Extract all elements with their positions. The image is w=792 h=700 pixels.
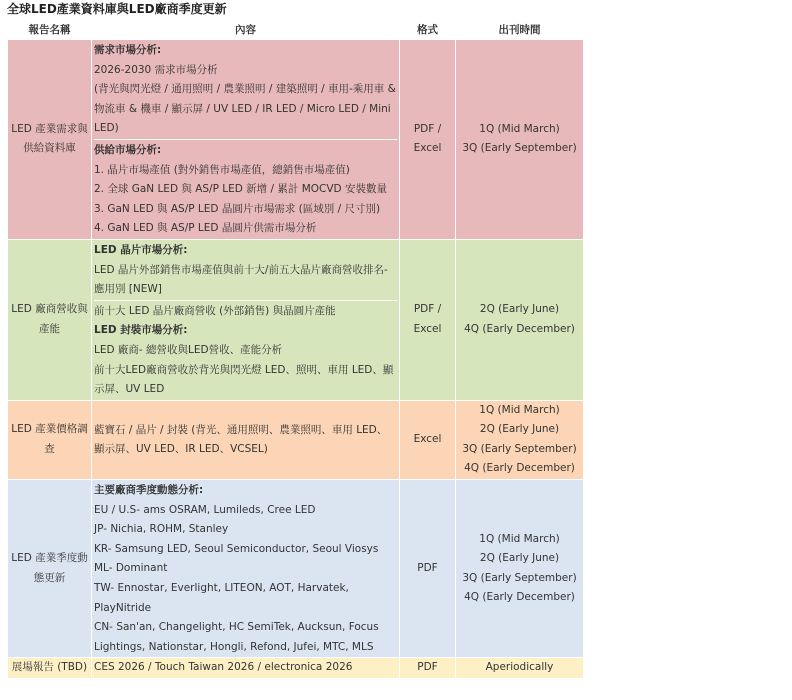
table-row [8, 658, 584, 679]
publish-time: 4Q (Early December) [464, 591, 575, 604]
report-publish-time [456, 658, 584, 679]
report-name: LED 廠商營收與產能 [8, 239, 92, 400]
report-publish-time [456, 480, 584, 658]
content-line: 4. GaN LED 與 AS/P LED 晶圓片供需市場分析 [94, 222, 317, 235]
content-line: LED 廠商- 總營收與LED營收、產能分析 [94, 343, 283, 356]
section-heading: 主要廠商季度動態分析: [94, 484, 204, 497]
publish-time: 3Q (Early September) [462, 571, 577, 584]
publish-time: 4Q (Early December) [464, 462, 575, 475]
page-title: 全球LED產業資料庫與LED廠商季度更新 [7, 2, 227, 16]
table-row [8, 40, 584, 240]
report-name: LED 產業需求與供給資料庫 [8, 40, 92, 240]
report-content [92, 400, 400, 479]
content-section [94, 240, 397, 300]
report-name: 展場報告 (TBD) [8, 658, 92, 679]
publish-time: 2Q (Early June) [479, 423, 560, 436]
report-content [92, 40, 400, 240]
content-section [94, 480, 397, 657]
report-format: PDF / Excel [400, 40, 456, 240]
report-publish-time [456, 400, 584, 479]
section-heading: LED 封裝市場分析: [94, 324, 188, 337]
content-section [94, 40, 397, 139]
publish-time: 1Q (Mid March) [479, 403, 560, 416]
content-line: (背光與閃光燈 / 通用照明 / 農業照明 / 建築照明 / 車用-乘用車 & 物流車 & 機車 / 顯示屏 / UV LED / IR LED / Micro LED / Mini LED) [94, 83, 396, 135]
content-line: 1. 晶片市場產值 (對外銷售市場產值，總銷售市場產值) [94, 163, 350, 176]
content-line: 3. GaN LED 與 AS/P LED 晶圓片市場需求 (區域別 / 尺寸別) [94, 202, 381, 215]
content-section [94, 420, 397, 460]
content-section [94, 300, 397, 400]
report-format: PDF [400, 658, 456, 679]
header-format: 格式 [400, 20, 456, 40]
report-format: PDF / Excel [400, 239, 456, 400]
publish-time: 2Q (Early June) [479, 303, 560, 316]
content-line: LED 晶片外部銷售市場產值與前十大/前五大晶片廠商營收排名-應用別 [NEW] [94, 263, 388, 296]
content-line: JP- Nichia, ROHM, Stanley [94, 523, 229, 536]
report-format: PDF [400, 480, 456, 658]
publish-time: 3Q (Early September) [462, 142, 577, 155]
content-line: 2026-2030 需求市場分析 [94, 63, 218, 76]
report-publish-time [456, 40, 584, 240]
header-publish-time: 出刊時間 [456, 20, 584, 40]
report-name: LED 產業價格調查 [8, 400, 92, 479]
content-line: CES 2026 / Touch Taiwan 2026 / electronica 2026 [94, 661, 353, 674]
publish-time: 1Q (Mid March) [479, 532, 560, 545]
report-table [7, 20, 584, 679]
report-content [92, 480, 400, 658]
content-line: 2. 全球 GaN LED 與 AS/P LED 新增 / 累計 MOCVD 安裝數量 [94, 183, 387, 196]
section-heading: 需求市場分析: [94, 44, 162, 56]
publish-time: Aperiodically [485, 661, 554, 674]
publish-time: 1Q (Mid March) [479, 122, 560, 135]
content-line: 藍寶石 / 晶片 / 封裝 (背光、通用照明、農業照明、車用 LED、顯示屏、UV LED、IR LED、VCSEL) [94, 423, 388, 456]
content-line: ML- Dominant [94, 562, 168, 575]
content-line: 前十大 LED 晶片廠商營收 (外部銷售) 與晶圓片產能 [94, 304, 336, 317]
content-line: KR- Samsung LED, Seoul Semiconductor, Seoul Viosys [94, 542, 379, 555]
header-content: 內容 [92, 20, 400, 40]
table-row [8, 480, 584, 658]
content-line: TW- Ennostar, Everlight, LITEON, AOT, Harvatek, PlayNitride [94, 582, 349, 614]
table-row [8, 239, 584, 400]
content-line: 前十大LED廠商營收於背光與閃光燈 LED、照明、車用 LED、顯示屏、UV LED [94, 363, 394, 396]
report-content [92, 658, 400, 679]
content-line: CN- San'an, Changelight, HC SemiTek, Aucksun, Focus Lightings, Nationstar, Hongli, Refond, Jufei, MTC, MLS [94, 621, 379, 653]
section-heading: LED 晶片市場分析: [94, 243, 188, 256]
publish-time: 3Q (Early September) [462, 442, 577, 455]
header-report-name: 報告名稱 [8, 20, 92, 40]
content-section [94, 139, 397, 239]
report-publish-time [456, 239, 584, 400]
table-header-row [8, 20, 584, 40]
section-heading: 供給市場分析: [94, 143, 162, 156]
report-content [92, 239, 400, 400]
publish-time: 2Q (Early June) [479, 552, 560, 565]
report-name: LED 產業季度動態更新 [8, 480, 92, 658]
content-line: EU / U.S- ams OSRAM, Lumileds, Cree LED [94, 503, 316, 516]
publish-time: 4Q (Early December) [464, 322, 575, 335]
report-format: Excel [400, 400, 456, 479]
table-row [8, 400, 584, 479]
